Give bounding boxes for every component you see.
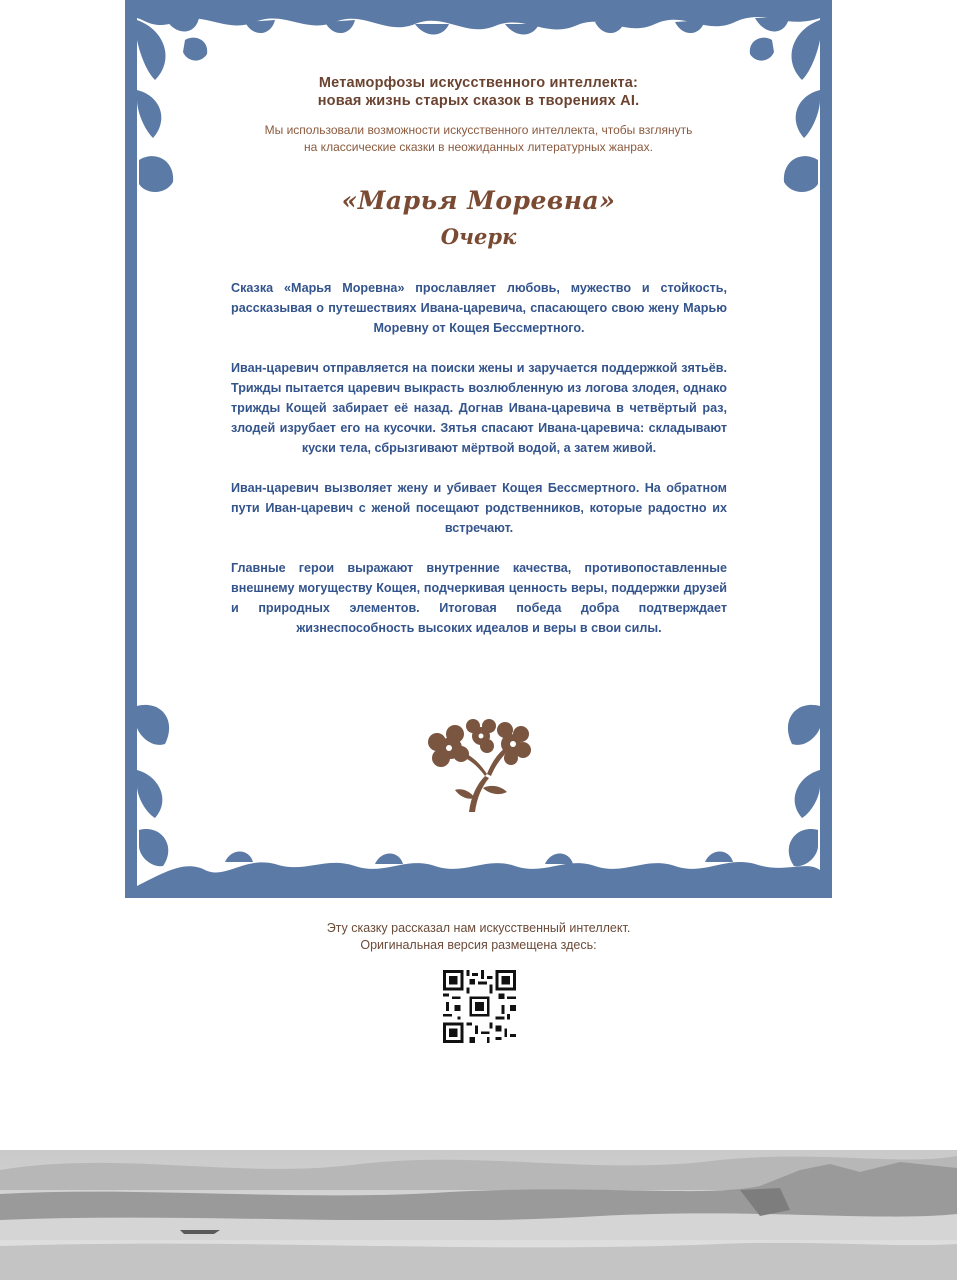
credit-line-2: Оригинальная версия размещена здесь:: [360, 938, 597, 952]
credit-line-1: Эту сказку рассказал нам искусственный интеллект.: [326, 921, 631, 935]
series-heading-line-1: Метаморфозы искусственного интеллекта:: [318, 75, 639, 91]
essay-paragraph-3: Иван-царевич вызволяет жену и убивает Кощея Бессмертного. На обратном пути Иван-царевич с женой посещают родственников, которые радостно их встречают.: [231, 481, 727, 535]
series-description-line-2: на классические сказки в неожиданных литературных жанрах.: [304, 140, 653, 154]
essay-paragraph-4: Главные герои выражают внутренние качества, противопоставленные внешнему могуществу Кощея, подчеркивая ценность веры, поддержки друзей и природных элементов. Итоговая победа добра подтверждает жизнеспособность высоких идеалов и веры в свои силы.: [231, 561, 727, 635]
series-heading: [205, 74, 752, 110]
qr-code-icon[interactable]: [443, 970, 516, 1043]
essay-body: [231, 278, 727, 658]
essay-paragraph-1: Сказка «Марья Моревна» прославляет любовь, мужество и стойкость, рассказывая о путешествиях Ивана-царевича, спасающего свою жену Марью Моревну от Кощея Бессмертного.: [231, 281, 727, 335]
river-landscape-illustration: [0, 1150, 957, 1280]
series-description: [205, 122, 752, 156]
tale-title: «Марья Моревна»: [341, 186, 616, 215]
series-description-line-1: Мы использовали возможности искусственного интеллекта, чтобы взглянуть: [264, 123, 693, 137]
series-heading-line-2: новая жизнь старых сказок в творениях AI.: [317, 93, 640, 109]
tale-genre: Очерк: [440, 224, 517, 249]
ai-credit-note: [200, 920, 757, 954]
ornamental-frame: [125, 0, 832, 898]
flower-icon: [425, 718, 533, 814]
essay-paragraph-2: Иван-царевич отправляется на поиски жены и заручается поддержкой зятьёв. Трижды пытается царевич выкрасть возлюбленную из логова злодея, однако трижды Кощей забирает её назад. Догнав Ивана-царевича в четвёртый раз, злодей изрубает его на кусочки. Зятья спасают Ивана-царевича: складывают куски тела, сбрызгивают мёртвой водой, а затем живой.: [231, 361, 727, 455]
